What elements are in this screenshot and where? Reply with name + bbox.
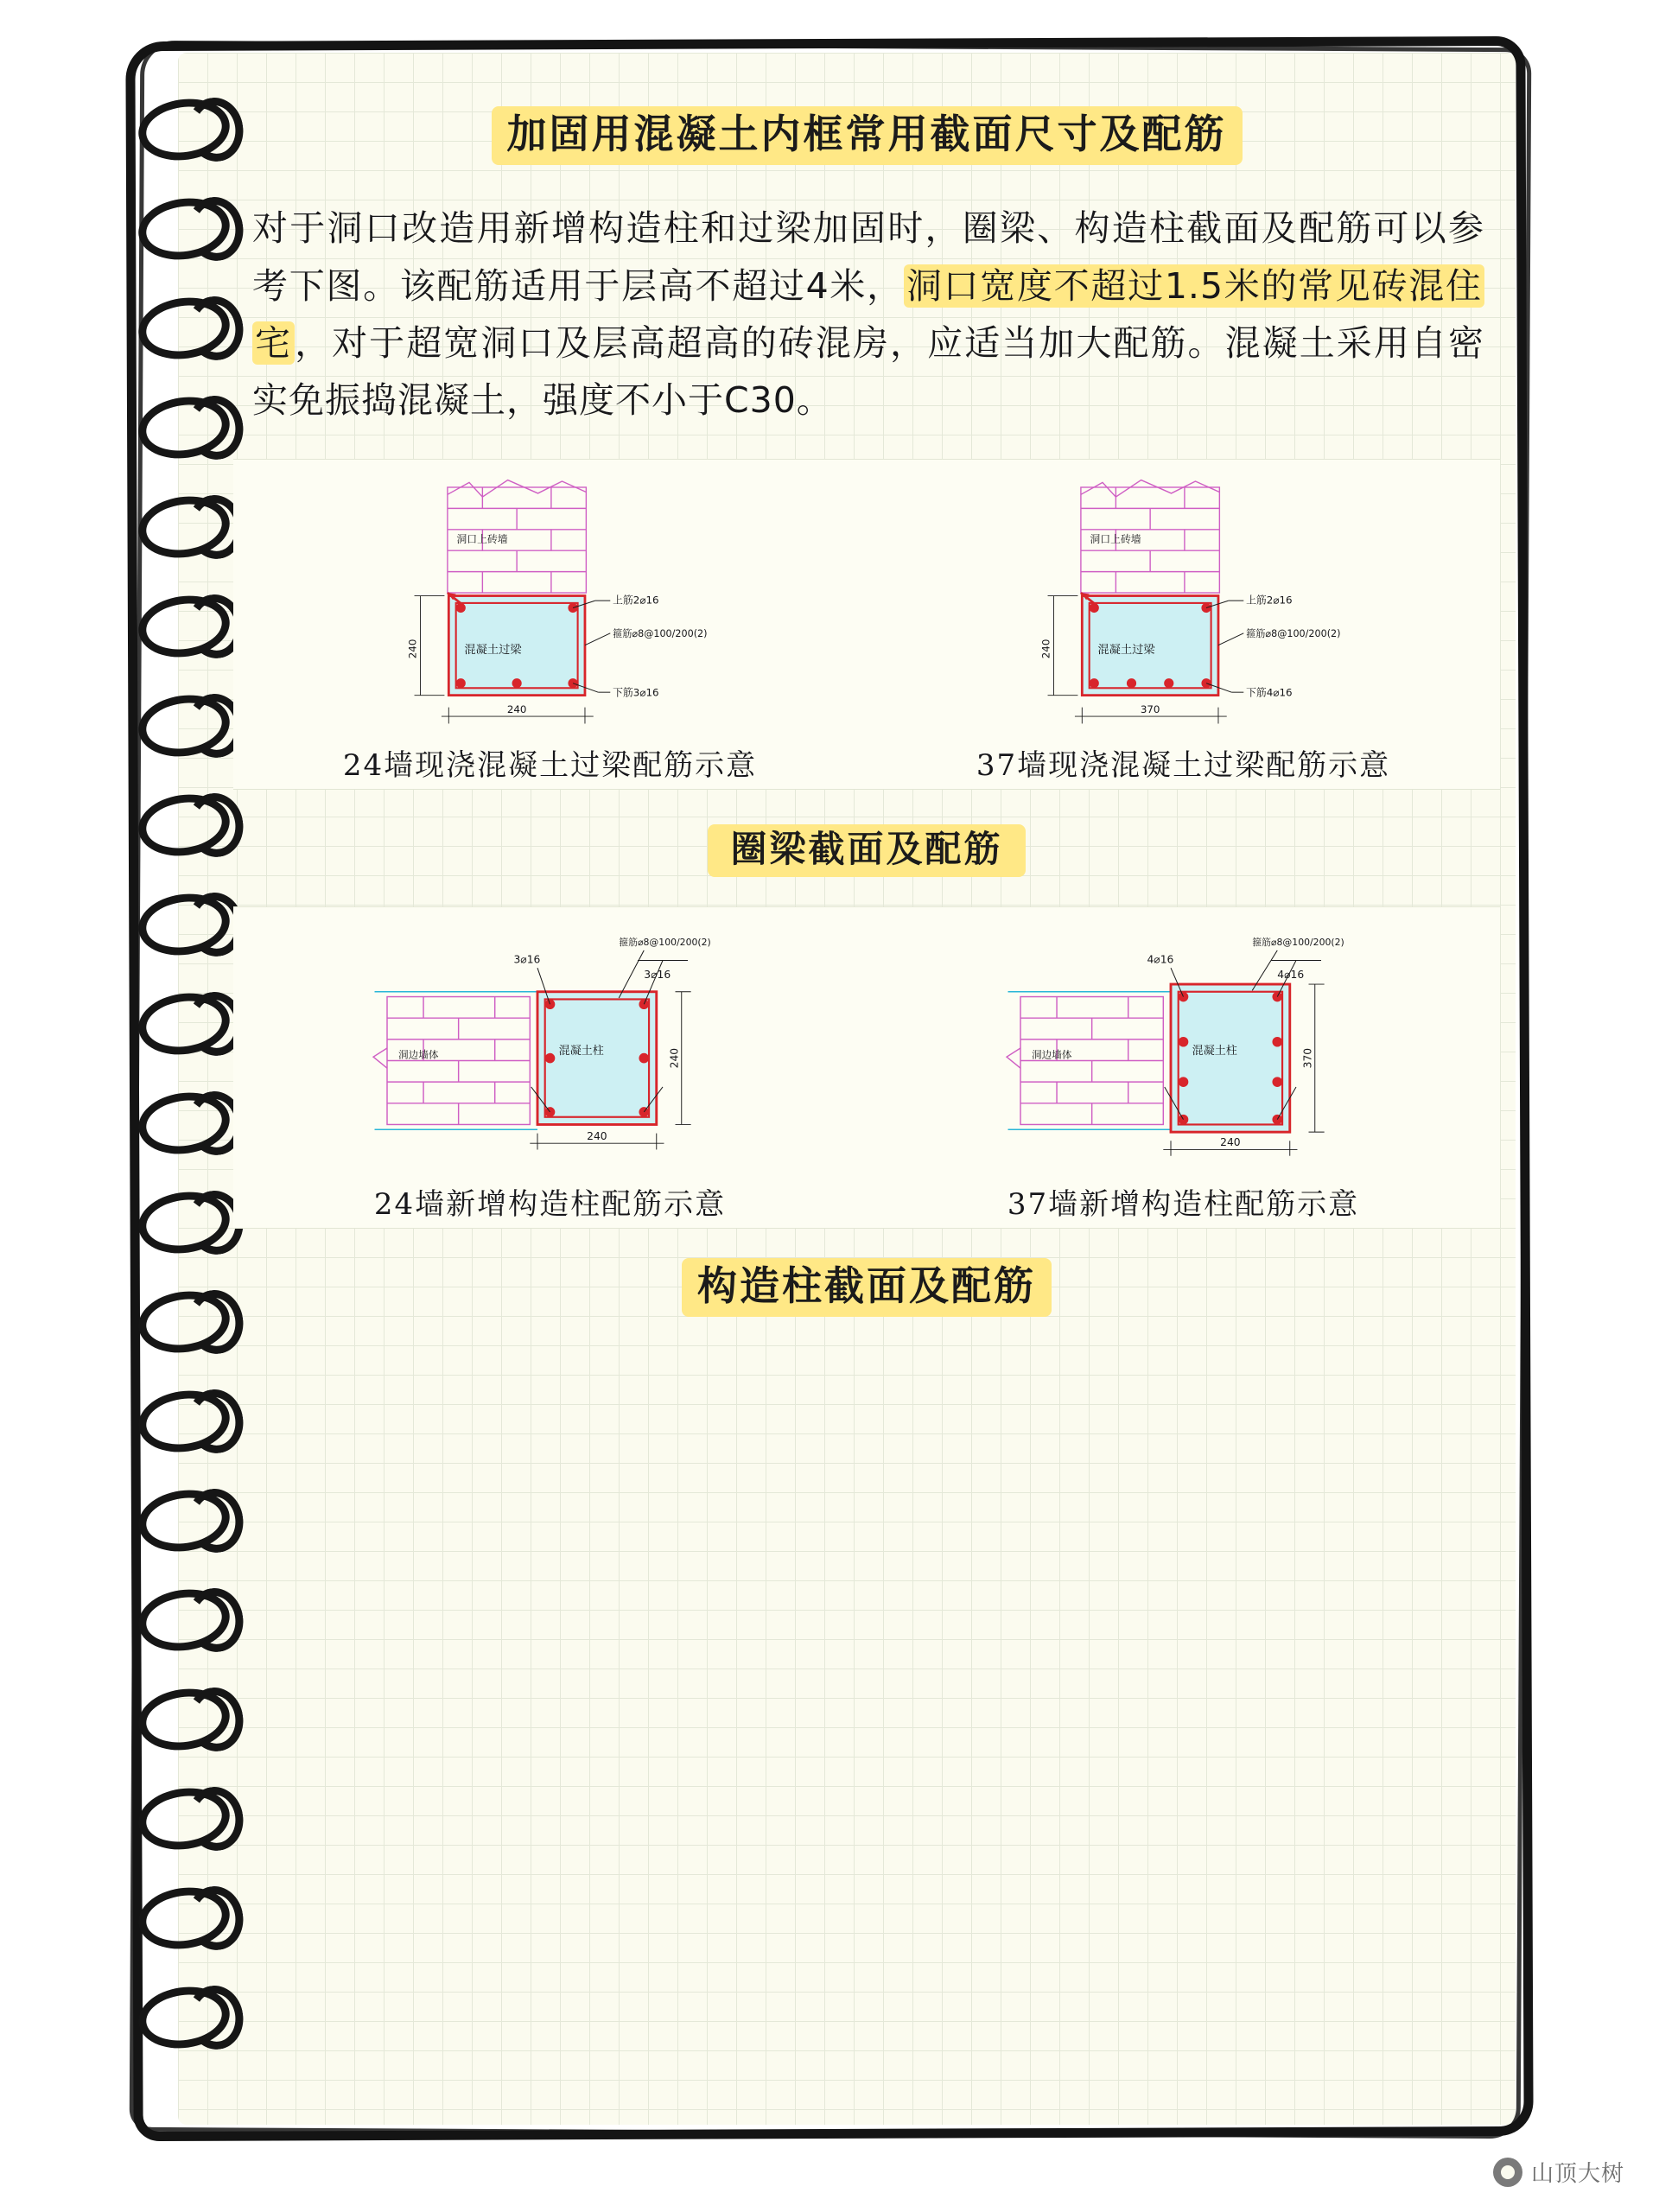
column-37-width-dim: 240: [1220, 1136, 1241, 1149]
lintel-24-member-label: 混凝土过梁: [464, 643, 522, 657]
spiral-ring: [135, 1385, 234, 1458]
spiral-ring: [135, 789, 234, 861]
column-section-title: 构造柱截面及配筋: [682, 1258, 1052, 1317]
spiral-ring: [135, 1087, 234, 1160]
spiral-ring: [135, 988, 234, 1060]
lintel-37-top-bar-label: 上筋2⌀16: [1246, 594, 1293, 607]
spiral-ring: [135, 1286, 234, 1358]
column-24-drawing: [252, 923, 848, 1173]
lintel-37-drawing: [886, 475, 1481, 734]
spiral-ring: [135, 1484, 234, 1557]
column-37-member-label: 混凝土柱: [1192, 1045, 1237, 1058]
spiral-ring: [135, 590, 234, 663]
intro-run-0: 对于洞口改造用新增构造柱和过梁加固时，圈梁、构造柱截面及配筋可以参考下图。该配筋适用于层高不超过4米，: [252, 207, 1484, 307]
lintel-37-stirrup-label: 箍筋⌀8@100/200(2): [1246, 627, 1341, 639]
page-title: 加固用混凝土内框常用截面尺寸及配筋: [492, 106, 1243, 165]
notebook-page: [130, 39, 1529, 2139]
column-37-bar-left-label: 4⌀16: [1147, 953, 1174, 966]
spiral-ring: [135, 690, 234, 762]
lintel-24-width-dim: 240: [506, 702, 527, 715]
column-figure-band: [233, 906, 1500, 1229]
column-24-bar-right-label: 3⌀16: [644, 969, 671, 982]
spiral-ring: [135, 1683, 234, 1756]
column-37-caption: 37墙新增构造柱配筋示意: [1007, 1187, 1360, 1223]
figure-column-37: [886, 923, 1481, 1223]
lintel-37-caption: 37墙现浇混凝土过梁配筋示意: [976, 747, 1391, 783]
column-24-width-dim: 240: [587, 1130, 607, 1143]
page-title-row: [233, 106, 1500, 165]
spiral-ring: [135, 1981, 234, 2054]
lintel-37-height-dim: 240: [1039, 639, 1052, 659]
spiral-ring: [135, 1584, 234, 1656]
figure-lintel-37: [886, 475, 1481, 784]
column-37-drawing: [886, 923, 1481, 1173]
watermark-logo-icon: [1493, 2158, 1522, 2187]
column-24-bar-left-label: 3⌀16: [513, 953, 541, 966]
lintel-24-drawing: [252, 475, 848, 734]
spiral-ring: [135, 193, 234, 265]
spiral-ring: [135, 1882, 234, 1955]
spiral-ring: [135, 391, 234, 464]
spiral-ring: [135, 888, 234, 961]
column-section-title-row: [233, 1258, 1500, 1317]
column-24-stirrup-label: 箍筋⌀8@100/200(2): [619, 937, 711, 949]
figure-lintel-24: [252, 475, 848, 784]
watermark-text: 山顶大树: [1530, 2161, 1624, 2187]
column-37-wall-label: 洞边墙体: [1032, 1048, 1072, 1061]
lintel-37-width-dim: 370: [1140, 702, 1160, 715]
lintel-24-wall-label: 洞口上砖墙: [456, 532, 508, 545]
lintel-37-member-label: 混凝土过梁: [1097, 643, 1155, 657]
lintel-24-caption: 24墙现浇混凝土过梁配筋示意: [342, 747, 758, 783]
column-37-height-dim: 370: [1301, 1048, 1314, 1069]
column-24-member-label: 混凝土柱: [558, 1045, 604, 1058]
intro-run-1: 洞口宽度不超过1.5米的常见砖混住宅: [252, 264, 1484, 365]
column-24-height-dim: 240: [668, 1048, 681, 1069]
lintel-24-bottom-bar-label: 下筋3⌀16: [613, 686, 659, 699]
spiral-ring: [135, 1186, 234, 1259]
lintel-37-bottom-bar-label: 下筋4⌀16: [1246, 686, 1293, 699]
spiral-ring: [135, 491, 234, 563]
spiral-binding: [138, 99, 242, 2078]
lintel-24-stirrup-label: 箍筋⌀8@100/200(2): [613, 627, 708, 639]
intro-paragraph: [252, 200, 1484, 429]
lintel-24-top-bar-label: 上筋2⌀16: [613, 594, 659, 607]
spiral-ring: [135, 292, 234, 365]
column-24-wall-label: 洞边墙体: [398, 1048, 439, 1061]
spiral-ring: [135, 93, 234, 166]
figure-column-24: [252, 923, 848, 1223]
page-content: [233, 70, 1500, 2121]
ring-beam-section-title: 圈梁截面及配筋: [708, 824, 1025, 877]
ring-beam-section-title-row: [233, 824, 1500, 877]
lintel-figure-band: [233, 459, 1500, 790]
intro-run-2: ，对于超宽洞口及层高超高的砖混房，应适当加大配筋。混凝土采用自密实免振捣混凝土，强度不小于C30。: [252, 322, 1484, 422]
column-37-bar-right-label: 4⌀16: [1277, 969, 1305, 982]
lintel-24-height-dim: 240: [406, 639, 419, 659]
spiral-ring: [135, 1783, 234, 1855]
watermark: [1493, 2156, 1624, 2188]
column-37-stirrup-label: 箍筋⌀8@100/200(2): [1252, 937, 1344, 949]
lintel-37-wall-label: 洞口上砖墙: [1090, 532, 1141, 545]
column-24-caption: 24墙新增构造柱配筋示意: [373, 1187, 727, 1223]
